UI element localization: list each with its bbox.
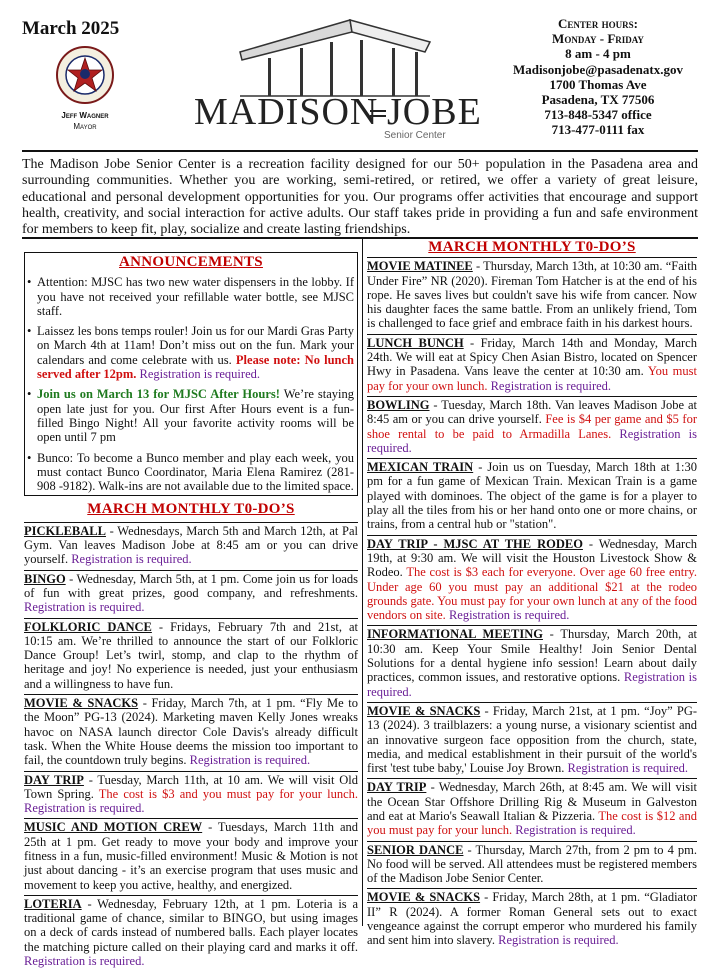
activity-text: - Thursday, March 13th, at 10:30 am. “Faith Under Fire” NR (2020). Fireman Tom Hatcher is at the end of his rope. He saves lives but couldn't save his wife from cancer. Now his daughter faces the same battle. From an unlikely friend, Tom is challenged to face grief and embrace faith in his darkest hours.: [367, 259, 697, 331]
activity-item: [367, 257, 697, 330]
activity-heading: MUSIC AND MOTION CREW: [24, 820, 203, 835]
activity-heading: DAY TRIP - MJSC AT THE RODEO: [367, 536, 583, 551]
activity-text: - Wednesday, March 26th, at 8:45 am. We will visit the Ocean Star Offshore Drilling Rig & Museum in Galveston and eat at Mario's Seawall Italian & Pizzeria.: [367, 780, 698, 823]
svg-text:Senior Center: Senior Center: [384, 130, 446, 141]
mayor-block: [30, 110, 140, 132]
activity-heading: DAY TRIP: [367, 780, 427, 795]
center-time: 8 am - 4 pm: [565, 46, 631, 62]
activity-heading: INFORMATIONAL MEETING: [367, 627, 543, 642]
activity-item: [367, 625, 697, 698]
registration-note: Registration is required.: [139, 367, 260, 382]
center-email[interactable]: Madisonjobe@pasadenatx.gov: [513, 61, 683, 77]
activity-heading: DAY TRIP: [24, 772, 84, 787]
logo-madison-text: MADISON: [194, 91, 379, 133]
activity-item: [24, 771, 358, 816]
activity-text: - Friday, March 14th and Monday, March 24th. We will eat at Spicy Chen Asian Bistro, located on Spencer Hwy in Pasadena. Vans leave the center at 10:30 am.: [367, 335, 697, 379]
activity-item: [24, 818, 358, 891]
registration-note: Registration is required.: [71, 552, 192, 567]
activity-heading: MOVIE & SNACKS: [367, 703, 481, 718]
activity-item: [367, 535, 697, 623]
activity-item: [367, 841, 697, 886]
activity-text: - Friday, March 28th, at 1 pm. “Gladiator II” R (2024). A former Roman General sets out to exact vengeance against the corrupt emperor who murdered his family and sent him into slavery.: [367, 890, 697, 948]
activity-heading: MOVIE MATINEE: [367, 259, 473, 274]
announcement-item: • Bunco: To become a Bunco member and play each week, you must contact Bunco Coordinator, Maria Elena Ramirez (281-908 -9182). Walk-ins are not available due to the limited space.: [37, 451, 354, 494]
activity-text: - Friday, March 7th, at 1 pm. “Fly Me to the Moon” PG-13 (2024). Marketing maven Kelly Jones wreaks havoc on NASA launch director Cole Davis's already difficult task. When the White House deems the mission too important to fail, the countdown truly begins.: [24, 696, 358, 768]
newsletter-date: March 2025: [22, 18, 120, 39]
mayor-name: Jeff Wagner: [61, 111, 109, 120]
activity-text: - Thursday, March 20th, at 10:30 am. Keep Your Smile Healthy! Join Senior Dental Solutions for a dental hygiene info session! Learn about daily practices, common issues, and restorative options.: [367, 627, 697, 685]
activity-text: - Friday, March 21st, at 1 pm. “Joy” PG-13 (2024). 3 trailblazers: a young nurse, a visionary scientist and an innovative surgeon face opposition from the church, state, media, and medical establishment in their pursuit of the world's first 'test tube baby,' Louise Joy Brown.: [367, 703, 698, 776]
activity-heading: LOTERIA: [24, 896, 82, 911]
activity-item: [24, 618, 358, 691]
registration-note: Registration is required.: [490, 378, 612, 393]
activity-text: - Thursday, March 27th, from 2 pm to 4 pm. No food will be served. All attendees must be registered members of the Madison Jobe Senior Center.: [367, 842, 697, 886]
mayor-title: Mayor: [73, 122, 97, 131]
activity-cost-note: Fee is $4 per game and $5 for shoe rental to be paid to Armadilla Lanes.: [367, 412, 697, 441]
registration-note: Registration is required.: [189, 753, 311, 768]
announcement-item: • Attention: MJSC has two new water dispensers in the lobby. If you have not received your refillable water bottle, see MJSC staff.: [37, 275, 354, 318]
activity-cost-note: The cost is $3 and you must pay for your lunch.: [98, 786, 358, 801]
registration-note: Registration is required.: [24, 801, 145, 816]
announcement-item: • Laissez les bons temps rouler! Join us for our Mardi Gras Party on March 4th at 11am! Don’t miss out on the fun. Mark your calendars and come celebrate with us. Please note: No lunch served after 12pm. Registration is required.: [37, 324, 354, 381]
activity-text: - Tuesday, March 11th, at 10 am. We will visit Old Town Spring.: [24, 772, 359, 801]
activity-text: - Tuesday, March 18th. Van leaves Madison Jobe at 8:45 am or you can drive yourself.: [367, 397, 697, 427]
activity-text: - Wednesday, March 5th, at 1 pm. Come join us for loads of fun with great prizes, good company, and refreshments.: [24, 571, 358, 600]
registration-note: Registration is required.: [567, 761, 689, 776]
activity-heading: SENIOR DANCE: [367, 842, 464, 857]
activity-item: [367, 888, 697, 947]
center-fax: 713-477-0111 fax: [551, 122, 645, 138]
announcements-box: [24, 252, 358, 496]
activity-heading: BOWLING: [367, 397, 430, 412]
activity-item: [367, 396, 697, 455]
activity-cost-note: The cost is $3 each for everyone. Over age 60 free entry. Under age 60 you must pay an additional $21 at the rodeo grounds gate. You must pay for your own lunch at any of the food vendors on site.: [367, 565, 697, 623]
center-info: [498, 16, 698, 138]
registration-note: Registration is required.: [367, 426, 698, 455]
center-hours-label: Center hours:: [558, 16, 638, 31]
svg-text:JOBE: JOBE: [387, 91, 480, 133]
activity-item: [367, 702, 697, 775]
activity-text: - Wednesday, March 19th, at 9:30 am. We will visit the Houston Livestock Show & Rodeo.: [367, 536, 697, 580]
no-lunch-note: Please note: No lunch served after 12pm.: [37, 352, 354, 382]
activity-item: [367, 334, 697, 393]
city-seal-logo: [55, 45, 115, 105]
activity-heading: MOVIE & SNACKS: [24, 696, 139, 711]
activity-heading: LUNCH BUNCH: [367, 335, 464, 350]
activity-text: - Tuesdays, March 11th and 25th at 1 pm. Get ready to move your body and improve your fitness in a fun, music-filled environment! Music & Motion is not just about dancing - it’s an exercise program that uses music and movement to keep you active, healthy, and energized.: [24, 820, 358, 892]
activity-text: - Fridays, February 7th and 21st, at 10:15 am. We’re thrilled to announce the start of our Folkloric Dance Group! Let’s twirl, stomp, and clap to the rhythm of heritage and joy! No experience is needed, just your enthusiasm and a willingness to have fun.: [24, 619, 358, 691]
activity-heading: BINGO: [24, 571, 66, 586]
registration-note: Registration is required.: [24, 600, 145, 615]
activity-item: [24, 694, 358, 767]
center-address-line1: 1700 Thomas Ave: [549, 76, 647, 92]
left-column: [24, 252, 358, 971]
activity-text: - Wednesday, February 12th, at 1 pm. Loteria is a traditional game of chance, similar to BINGO, but using images on a deck of cards instead of numbered balls. Each player locates the matching picture called on their playing card and marks it off.: [24, 896, 358, 954]
right-items-list: [367, 257, 697, 947]
intro-paragraph: The Madison Jobe Senior Center is a recreation facility designed for our 50+ population in the Pasadena area and surrounding communities. Whether you are working, semi-retired, or retired, we offer a variety of great leisure, educational and personal development opportunities for you. Our programs offer activities that encourage and support health, creativity, and social interaction for active adults. Our staff takes pride in providing a fun and safe environment for members to keep fit, play, socialize and create lasting friendships.: [22, 157, 698, 238]
activity-heading: PICKLEBALL: [24, 523, 106, 538]
announcements-title: ANNOUNCEMENTS: [119, 254, 263, 270]
registration-note: Registration is required.: [448, 608, 570, 623]
registration-note: Registration is required.: [515, 823, 636, 838]
activity-text: - Wednesdays, March 5th and March 12th, at Pal Gym. Van leaves Madison Jobe at 8:45 am or you can drive yourself.: [24, 523, 358, 567]
right-column: [367, 240, 697, 951]
center-days: Monday - Friday: [552, 31, 644, 47]
column-divider: [362, 238, 363, 926]
center-address-line2: Pasadena, TX 77506: [541, 92, 655, 108]
registration-note: Registration is required.: [367, 670, 697, 699]
activity-item: [367, 778, 697, 837]
registration-note: Registration is required.: [24, 954, 145, 969]
activity-cost-note: You must pay for your own lunch.: [367, 364, 697, 393]
registration-note: Registration is required.: [498, 933, 619, 948]
madison-jobe-logo: [180, 12, 480, 142]
activity-item: [24, 570, 358, 615]
left-items-list: [24, 522, 358, 969]
announcements-list: [25, 275, 357, 493]
after-hours-note: Join us on March 13 for MJSC After Hours!: [37, 387, 280, 402]
activity-heading: FOLKLORIC DANCE: [24, 619, 152, 634]
activity-heading: MEXICAN TRAIN: [367, 460, 474, 475]
activity-item: [367, 458, 697, 531]
center-office-phone: 713-848-5347 office: [544, 107, 652, 123]
right-section-title: MARCH MONTHLY T0-DO’S: [428, 239, 636, 255]
activity-text: - Join us on Tuesday, March 18th at 1:30 pm for a fun game of Mexican Train. Mexican Train is a game played with dominoes. The object of the game is for a player to play all the tiles from his or her hand onto one or more chains, or trains, from a central hub or "station".: [367, 460, 697, 532]
activity-heading: MOVIE & SNACKS: [367, 890, 481, 905]
left-section-title: MARCH MONTHLY T0-DO’S: [87, 501, 295, 518]
announcement-item: • Join us on March 13 for MJSC After Hours! We’re staying open late just for you. Our first After Hours event is a fun-filled Bingo Night! All your favorite activity rooms will be open until 7 pm: [37, 387, 354, 444]
activity-cost-note: The cost is $12 and you must pay for your lunch.: [367, 808, 697, 838]
activity-item: [24, 522, 358, 567]
header-divider: [22, 150, 698, 152]
